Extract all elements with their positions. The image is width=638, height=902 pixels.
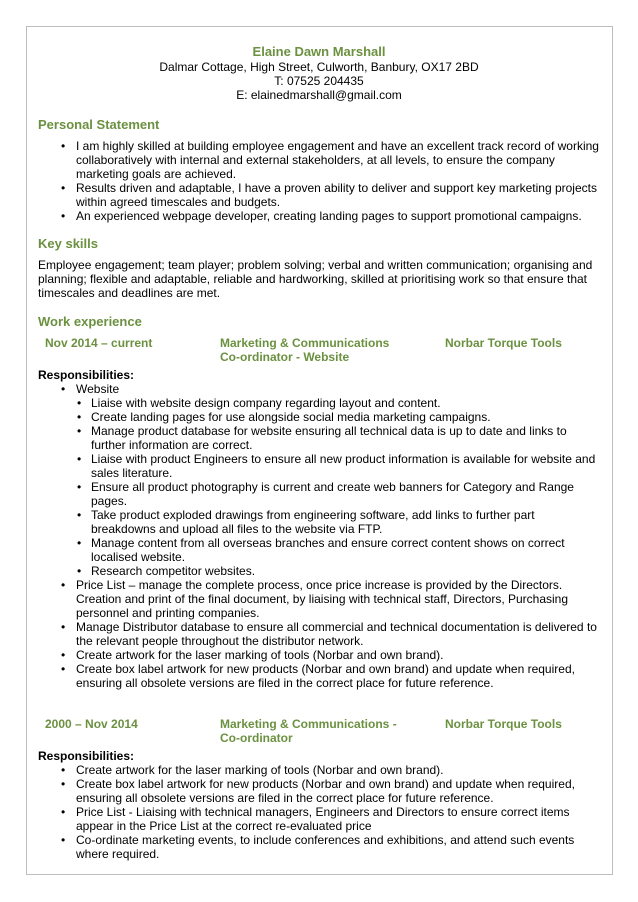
job-dates: Nov 2014 – current [45,336,153,350]
list-item: • Price List – manage the complete process, once price increase is provided by the Directors. Creation and print of the final document, by liaising with technical staff, Directors, Purchasing personnel and printing companies. [38,578,600,620]
sub-list-item: • Manage content from all overseas branches and ensure correct content shows on correct localised website. [38,536,600,564]
list-item: • Create box label artwork for new products (Norbar and own brand) and update when required, ensuring all obsolete versions are filed in the correct place for future reference. [38,777,600,805]
sub-list-item: • Ensure all product photography is current and create web banners for Category and Range pages. [38,480,600,508]
sub-list-item: • Liaise with website design company regarding layout and content. [38,396,600,410]
sub-list-item: • Create landing pages for use alongside social media marketing campaigns. [38,410,600,424]
address: Dalmar Cottage, High Street, Culworth, Banbury, OX17 2BD [159,60,479,74]
job-header [38,336,600,364]
responsibilities-list [38,382,600,690]
list-item: • Results driven and adaptable, I have a proven ability to deliver and support key marketing projects within agreed timescales and budgets. [38,181,600,209]
list-item: • Create artwork for the laser marking of tools (Norbar and own brand). [38,648,600,662]
list-item: • I am highly skilled at building employee engagement and have an excellent track record of working collaboratively with internal and external stakeholders, at all levels, to ensure the company marketing goals are achieved. [38,139,600,181]
list-item: • Create box label artwork for new products (Norbar and own brand) and update when required, ensuring all obsolete versions are filed in the correct place for future reference. [38,662,600,690]
sub-list-item: • Liaise with product Engineers to ensure all new product information is available for website and sales literature. [38,452,600,480]
list-item: • An experienced webpage developer, creating landing pages to support promotional campaigns. [38,209,600,223]
cv-document [38,44,600,861]
list-item: • Create artwork for the laser marking of tools (Norbar and own brand). [38,763,600,777]
cv-header [38,44,600,102]
phone: T: 07525 204435 [274,74,364,88]
job-title: Marketing & Communications - Co-ordinator [220,717,397,745]
responsibilities-label: Responsibilities: [38,368,135,382]
work-experience-heading: Work experience [38,314,142,329]
job-dates: 2000 – Nov 2014 [45,717,138,731]
key-skills-text: Employee engagement; team player; problem solving; verbal and written communication; organising and planning; flexible and adaptable, reliable and hardworking, skilled at prioritising work so that ensure that timescales and deadlines are met. [38,258,593,300]
list-item: • Price List - Liaising with technical managers, Engineers and Directors to ensure correct items appear in the Price List at the correct re-evaluated price [38,805,600,833]
job-title: Marketing & Communications Co-ordinator - Website [220,336,390,364]
job-header [38,717,600,745]
job-company: Norbar Torque Tools [445,717,562,731]
list-item: • Manage Distributor database to ensure all commercial and technical documentation is delivered to the relevant people throughout the distributor network. [38,620,600,648]
sub-list-item: • Manage product database for website ensuring all technical data is up to date and links to further information are correct. [38,424,600,452]
sub-list-item: • Take product exploded drawings from engineering software, add links to further part breakdowns and upload all files to the website via FTP. [38,508,600,536]
personal-statement-heading: Personal Statement [38,117,160,132]
job-company: Norbar Torque Tools [445,336,562,350]
responsibilities-label: Responsibilities: [38,749,135,763]
sub-list-item: • Research competitor websites. [38,564,600,578]
key-skills-heading: Key skills [38,236,98,251]
email: E: elainedmarshall@gmail.com [236,88,402,102]
personal-statement-list [38,139,600,223]
website-label: Website [76,382,120,396]
candidate-name: Elaine Dawn Marshall [252,44,386,59]
list-item [38,382,600,578]
website-sublist [38,396,600,578]
list-item: • Co-ordinate marketing events, to include conferences and exhibitions, and attend such events where required. [38,833,600,861]
responsibilities-list [38,763,600,861]
